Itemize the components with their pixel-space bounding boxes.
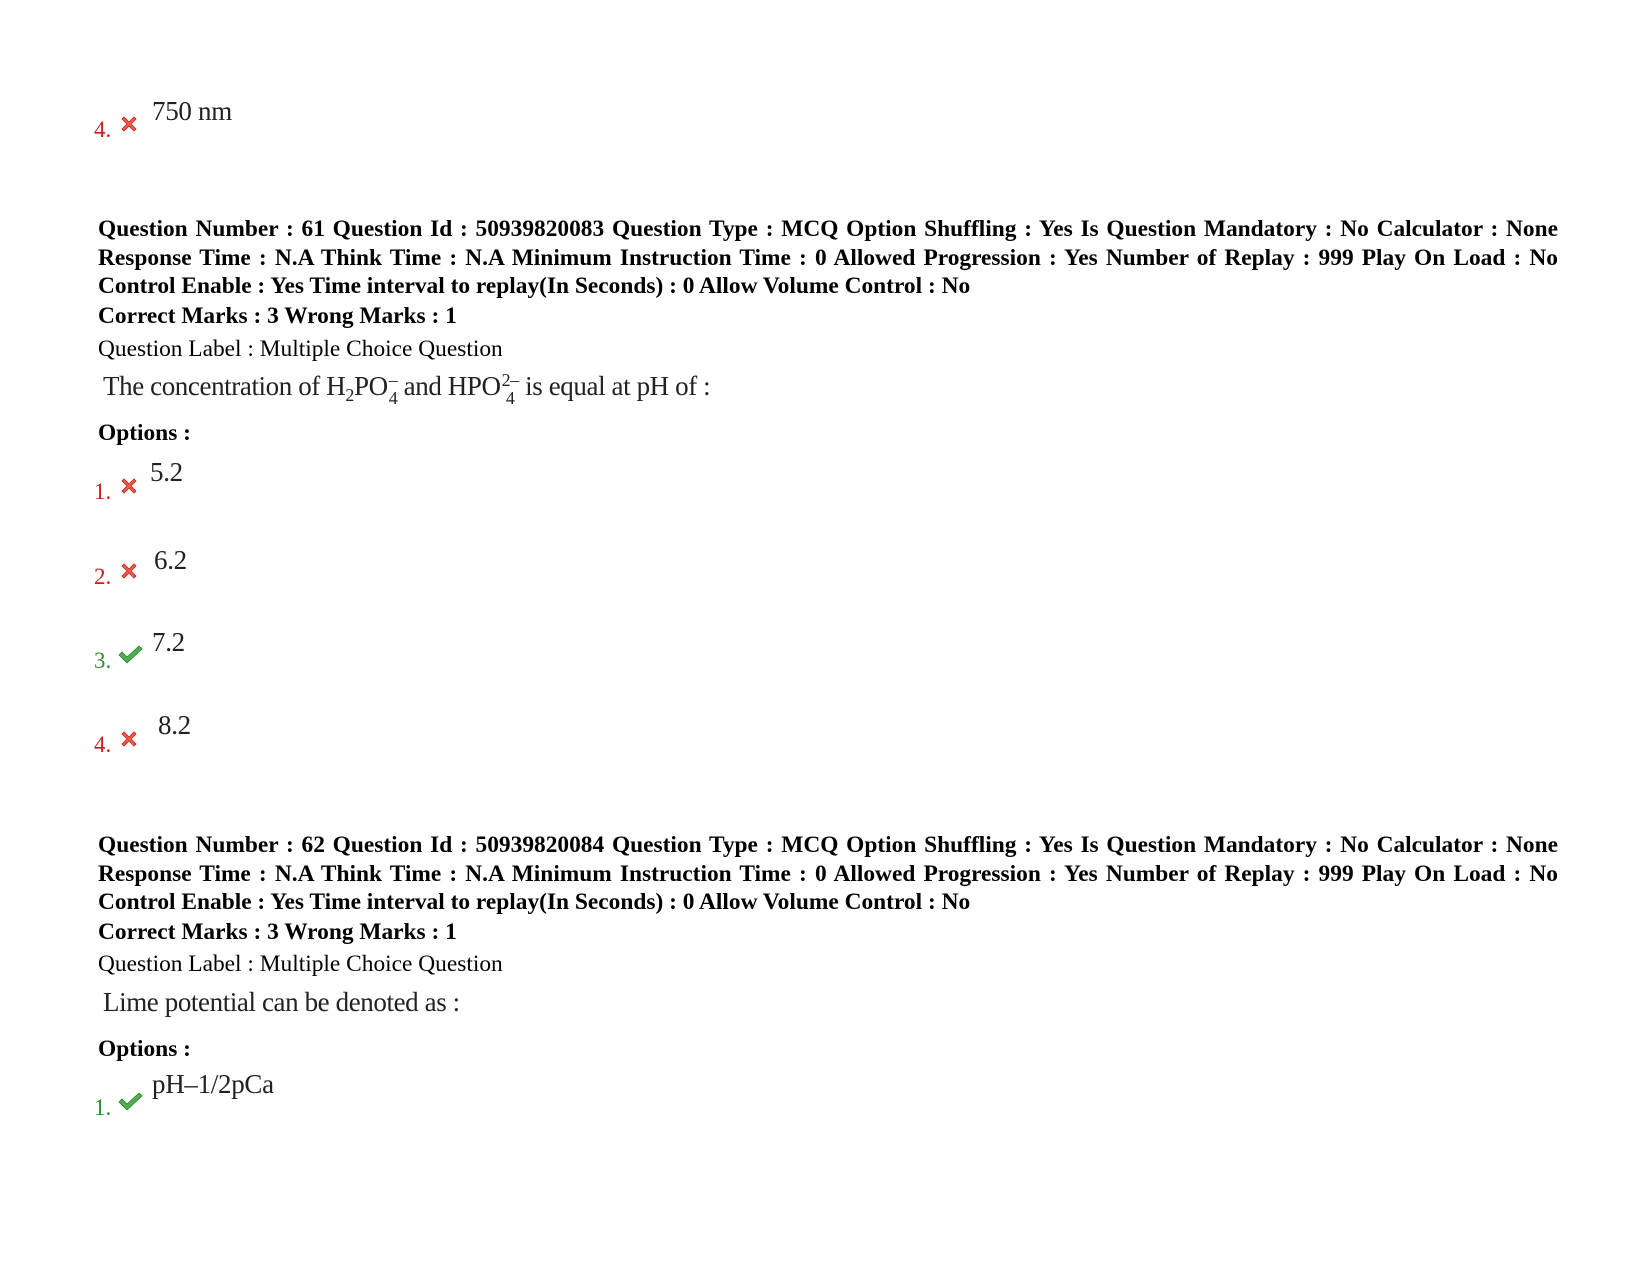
option-text: 6.2 bbox=[154, 545, 187, 575]
question-text-part: PO bbox=[353, 371, 388, 401]
cross-icon bbox=[118, 113, 140, 135]
question-text: Lime potential can be denoted as : bbox=[103, 987, 460, 1017]
option-number: 1. bbox=[94, 479, 112, 504]
option-number: 4. bbox=[94, 732, 112, 757]
question-text-part: and HPO bbox=[397, 371, 501, 401]
subscript: 2 bbox=[345, 385, 354, 405]
question-meta: Question Number : 62 Question Id : 50939820084 Question Type : MCQ Option Shuffling : Yes Is Question Mandatory : No Calculator : None Response Time : N.A Think Time : N.A Minimum Instruction Time : 0 Allowed Progression : Yes Number of Replay : 999 Play On Load : No Control Enable : Yes Time interval to replay(In Seconds) : 0 Allow Volume Control : No bbox=[98, 832, 1558, 915]
question-text bbox=[103, 370, 710, 411]
question-marks: Correct Marks : 3 Wrong Marks : 1 bbox=[98, 919, 457, 945]
question-text-part: is equal at pH of : bbox=[518, 371, 711, 401]
option-text: 5.2 bbox=[150, 457, 183, 487]
superscript: 2– bbox=[501, 369, 519, 390]
cross-icon bbox=[118, 560, 140, 582]
option-text: 750 nm bbox=[152, 96, 232, 126]
option-number: 1. bbox=[94, 1095, 112, 1120]
question-meta: Question Number : 61 Question Id : 50939820083 Question Type : MCQ Option Shuffling : Yes Is Question Mandatory : No Calculator : None Response Time : N.A Think Time : N.A Minimum Instruction Time : 0 Allowed Progression : Yes Number of Replay : 999 Play On Load : No Control Enable : Yes Time interval to replay(In Seconds) : 0 Allow Volume Control : No bbox=[98, 216, 1558, 299]
option-number: 3. bbox=[94, 648, 112, 673]
option-number: 4. bbox=[94, 117, 112, 142]
question-label: Question Label : Multiple Choice Question bbox=[98, 336, 503, 362]
option-text: 8.2 bbox=[158, 710, 191, 740]
subscript: 4 bbox=[505, 387, 515, 408]
check-icon bbox=[117, 643, 143, 665]
ion-charge bbox=[389, 371, 398, 407]
superscript: – bbox=[388, 369, 398, 390]
option-text: pH–1/2pCa bbox=[152, 1069, 274, 1099]
option-number: 2. bbox=[94, 564, 112, 589]
ion-charge bbox=[502, 371, 519, 407]
question-marks: Correct Marks : 3 Wrong Marks : 1 bbox=[98, 303, 457, 329]
check-icon bbox=[117, 1090, 143, 1112]
question-label: Question Label : Multiple Choice Question bbox=[98, 951, 503, 977]
question-text-part: The concentration of H bbox=[103, 371, 346, 401]
option-text: 7.2 bbox=[152, 627, 185, 657]
subscript: 4 bbox=[388, 387, 398, 408]
options-heading: Options : bbox=[98, 420, 191, 446]
cross-icon bbox=[118, 475, 140, 497]
options-heading: Options : bbox=[98, 1036, 191, 1062]
cross-icon bbox=[118, 728, 140, 750]
